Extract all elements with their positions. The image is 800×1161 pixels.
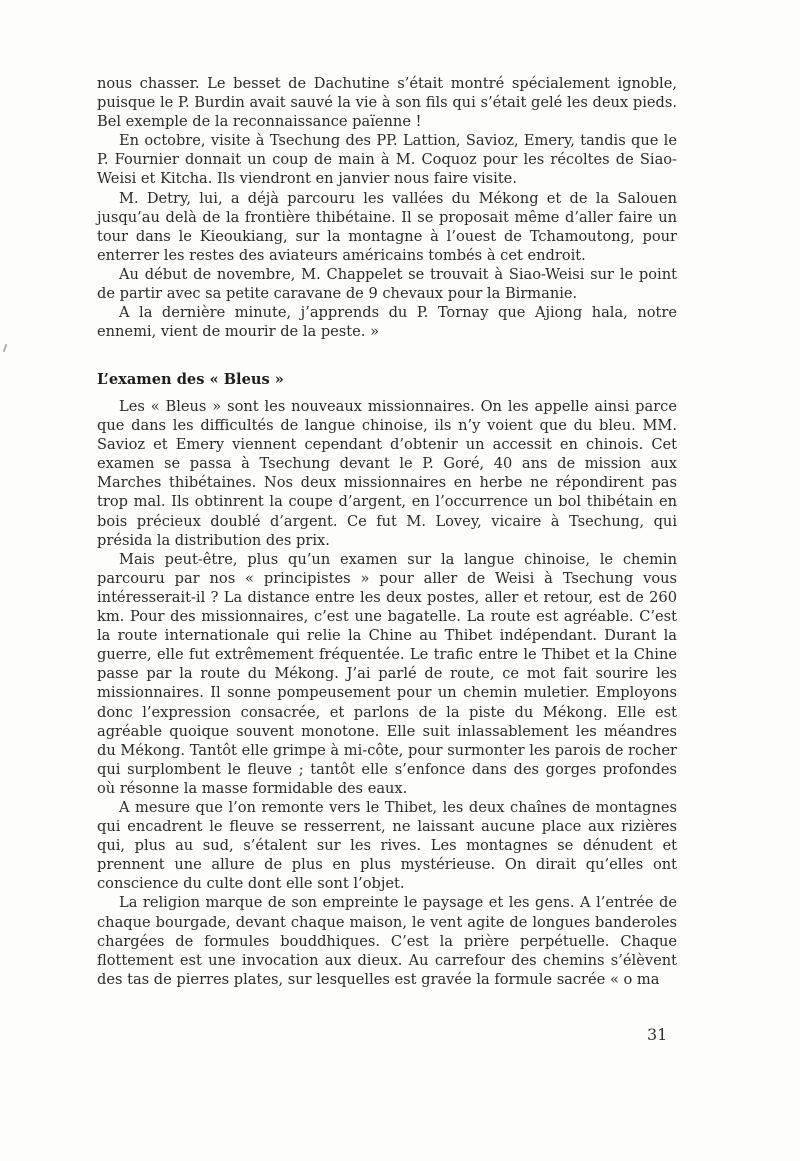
intro-text-block: [97, 74, 677, 341]
intro-paragraph: Au début de novembre, M. Chappelet se trouvait à Siao-Weisi sur le point de partir avec sa petite caravane de 9 chevaux pour la Birmanie.: [97, 265, 677, 303]
section-paragraph: Mais peut-être, plus qu’un examen sur la langue chinoise, le chemin parcouru par nos « principistes » pour aller de Weisi à Tsechung vous intéresserait-il ? La distance entre les deux postes, aller et retour, est de 260 km. Pour des missionnaires, c’est une bagatelle. La route est agréable. C’est la route internationale qui relie la Chine au Thibet indépendant. Durant la guerre, elle fut extrêmement fréquentée. Le trafic entre le Thibet et la Chine passe par la route du Mékong. J’ai parlé de route, ce mot fait sourire les missionnaires. Il sonne pompeusement pour un chemin muletier. Employons donc l’expression consacrée, et parlons de la piste du Mékong. Elle est agréable quoique souvent monotone. Elle suit inlassablement les méandres du Mékong. Tantôt elle grimpe à mi-côte, pour surmonter les parois de rocher qui surplombent le fleuve ; tantôt elle s’enfonce dans des gorges profondes où résonne la masse formidable des eaux.: [97, 550, 677, 797]
section-paragraph: A mesure que l’on remonte vers le Thibet, les deux chaînes de montagnes qui encadrent le fleuve se resserrent, ne laissant aucune place aux rizières qui, plus au sud, s’étalent sur les rives. Les montagnes se dénudent et prennent une allure de plus en plus mystérieuse. On dirait qu’elles ont conscience du culte dont elle sont l’objet.: [97, 798, 677, 893]
margin-mark: [3, 344, 8, 352]
section-paragraph: La religion marque de son empreinte le paysage et les gens. A l’entrée de chaque bourgade, devant chaque maison, le vent agite de longues banderoles chargées de formules bouddhiques. C’est la prière perpétuelle. Chaque flottement est une invocation aux dieux. Au carrefour des chemins s’élèvent des tas de pierres plates, sur lesquelles est gravée la formule sacrée « o ma: [97, 894, 677, 988]
intro-paragraph: nous chasser. Le besset de Dachutine s’était montré spécialement ignoble, puisque le P. Burdin avait sauvé la vie à son fils qui s’était gelé les deux pieds. Bel exemple de la reconnaissance païenne !: [97, 75, 677, 131]
section-heading: L’examen des « Bleus »: [97, 371, 284, 388]
intro-paragraph: M. Detry, lui, a déjà parcouru les vallées du Mékong et de la Salouen jusqu’au delà de la frontière thibétaine. Il se proposait même d’aller faire un tour dans le Kieoukiang, sur la montagne à l’ouest de Tchamoutong, pour enterrer les restes des aviateurs américains tombés à cet endroit.: [97, 189, 677, 264]
intro-paragraph: A la dernière minute, j’apprends du P. Tornay que Ajiong hala, notre ennemi, vient de mourir de la peste. »: [97, 304, 677, 341]
section-text-block: [97, 397, 677, 989]
section-paragraph: Les « Bleus » sont les nouveaux missionnaires. On les appelle ainsi parce que dans les difficultés de langue chinoise, ils n’y voient que du bleu. MM. Savioz et Emery viennent cependant d’obtenir un accessit en chinois. Cet examen se passa à Tsechung devant le P. Goré, 40 ans de mission aux Marches thibétaines. Nos deux missionnaires en herbe ne répondirent pas trop mal. Ils obtinrent la coupe d’argent, en l’occurrence un bol thibétain en bois précieux doublé d’argent. Ce fut M. Lovey, vicaire à Tsechung, qui présida la distribution des prix.: [97, 398, 677, 549]
page-number: 31: [647, 1025, 668, 1044]
intro-paragraph: En octobre, visite à Tsechung des PP. Lattion, Savioz, Emery, tandis que le P. Fournier donnait un coup de main à M. Coquoz pour les récoltes de Siao-Weisi et Kitcha. Ils viendront en janvier nous faire visite.: [97, 132, 677, 188]
